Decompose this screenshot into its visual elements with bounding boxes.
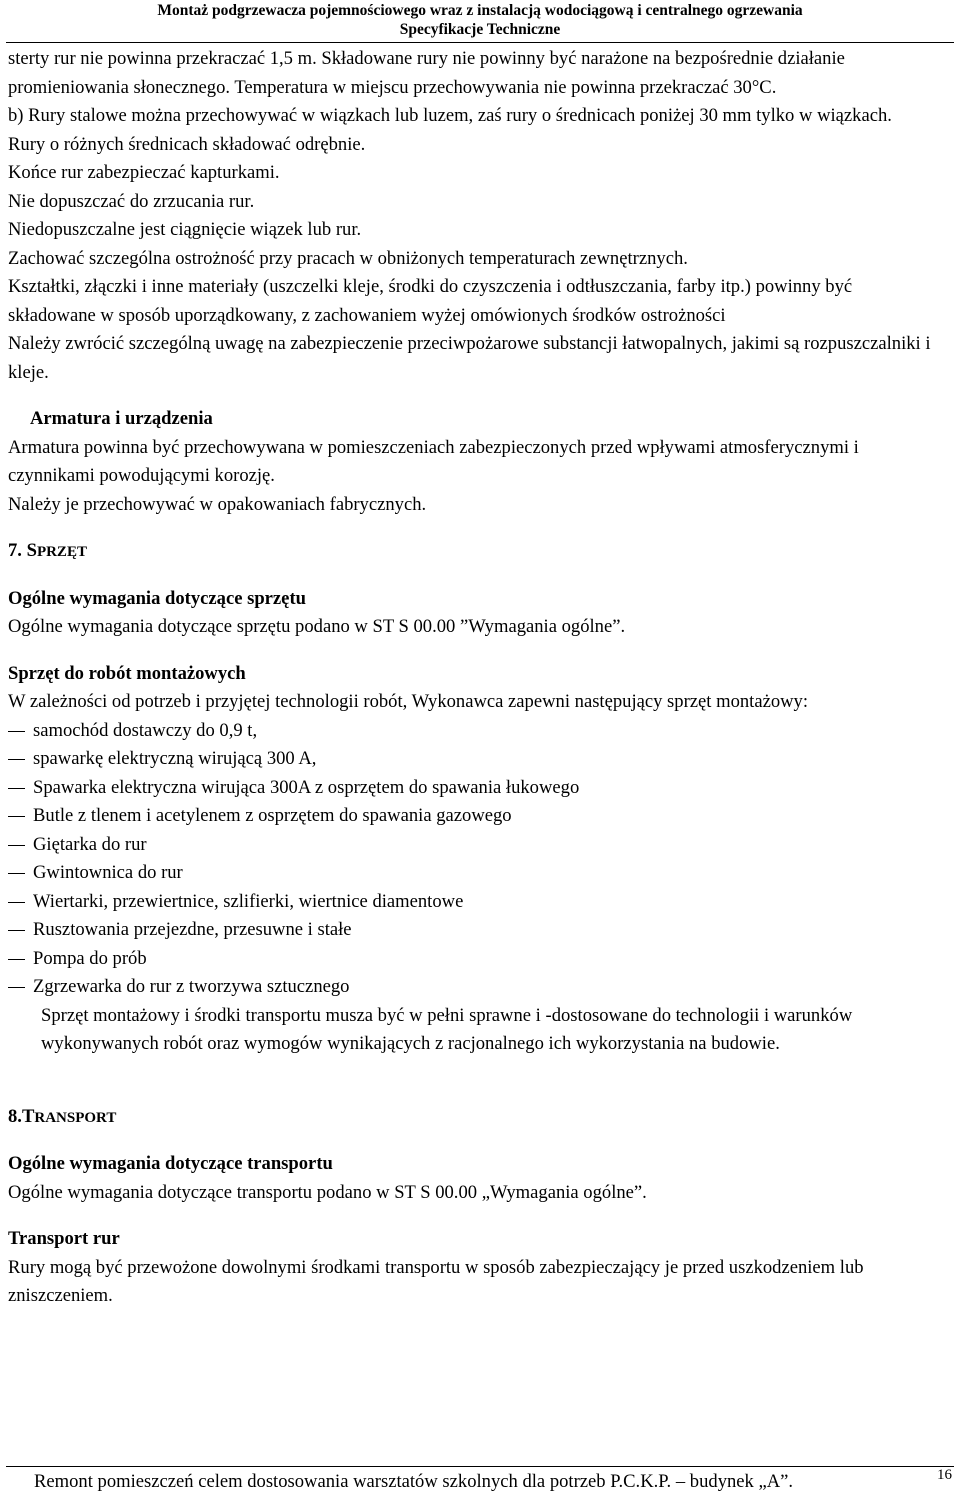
storage-paragraph: sterty rur nie powinna przekraczać 1,5 m. Składowane rury nie powinny być narażone na bezpośrednie działanie promieniowania słonecznego. Temperatura w miejscu przechowywania nie powinna przekraczać 30°C. <box>8 48 845 98</box>
footer-text: Remont pomieszczeń celem dostosowania warsztatów szkolnych dla potrzeb P.C.K.P. – budynek „A”. <box>34 1471 794 1492</box>
page-header <box>0 0 960 46</box>
header-rule <box>6 42 954 43</box>
document-body <box>8 45 942 1311</box>
armatura-heading: Armatura i urządzenia <box>30 408 213 429</box>
transport-rur-text: Rury mogą być przewożone dowolnymi środkami transportu w sposób zabezpieczający je przed uszkodzeniem lub zniszczeniem. <box>8 1256 864 1306</box>
section-8-number: 8.T <box>8 1105 35 1127</box>
sprzet-general-heading: Ogólne wymagania dotyczące sprzętu <box>8 587 306 609</box>
armatura-paragraph: Należy je przechowywać w opakowaniach fabrycznych. <box>8 493 427 515</box>
sprzet-montaz-heading: Sprzęt do robót montażowych <box>8 662 246 684</box>
list-item: Pompa do prób <box>8 945 942 974</box>
section-7-heading <box>8 537 942 567</box>
armatura-paragraph: Armatura powinna być przechowywana w pomieszczeniach zabezpieczonych przed wpływami atmosferycznymi i czynnikami powodującymi korozję. <box>8 436 859 486</box>
list-item: Spawarka elektryczna wirująca 300A z osprzętem do spawania łukowego <box>8 774 942 803</box>
footer-rule <box>6 1466 954 1467</box>
page-footer <box>6 1462 954 1497</box>
list-item: samochód dostawczy do 0,9 t, <box>8 717 942 746</box>
sprzet-montaz-closing: Sprzęt montażowy i środki transportu musza być w pełni sprawne i -dostosowane do technologii i warunków wykonywanych robót oraz wymogów wynikających z racjonalnego ich wykorzystania na budowie. <box>41 1004 853 1054</box>
storage-paragraph: b) Rury stalowe można przechowywać w wiązkach lub luzem, zaś rury o średnicach poniżej 30 mm tylko w wiązkach. <box>8 105 892 126</box>
section-7-title: PRZĘT <box>36 544 87 560</box>
storage-paragraph: Kształtki, złączki i inne materiały (uszczelki kleje, środki do czyszczenia i odtłuszczania, farby itp.) powinny być składowane w sposób uporządkowany, z zachowaniem wyżej omówionych środków ostrożności <box>8 276 853 326</box>
list-item: spawarkę elektryczną wirującą 300 A, <box>8 745 942 774</box>
header-subtitle: Specyfikacje Techniczne <box>399 21 561 38</box>
sprzet-montaz-intro: W zależności od potrzeb i przyjętej technologii robót, Wykonawca zapewni następujący sprzęt montażowy: <box>8 691 809 712</box>
list-item: Rusztowania przejezdne, przesuwne i stałe <box>8 916 942 945</box>
transport-general-heading: Ogólne wymagania dotyczące transportu <box>8 1153 333 1174</box>
section-8-heading <box>8 1103 942 1133</box>
storage-paragraph: Należy zwrócić szczególną uwagę na zabezpieczenie przeciwpożarowe substancji łatwopalnych, jakimi są rozpuszczalniki i kleje. <box>8 333 931 383</box>
equipment-list <box>8 717 942 1002</box>
header-title: Montaż podgrzewacza pojemnościowego wraz z instalacją wodociągową i centralnego ogrzewania <box>157 2 803 19</box>
sprzet-general-text: Ogólne wymagania dotyczące sprzętu podano w ST S 00.00 ”Wymagania ogólne”. <box>8 616 626 637</box>
page-number: 16 <box>937 1467 952 1483</box>
storage-paragraph: Rury o różnych średnicach składować odrębnie. <box>8 133 366 155</box>
list-item: Wiertarki, przewiertnice, szlifierki, wiertnice diamentowe <box>8 888 942 917</box>
section-7-number: 7. S <box>8 540 37 561</box>
storage-paragraph: Niedopuszczalne jest ciągnięcie wiązek lub rur. <box>8 219 362 240</box>
list-item: Butle z tlenem i acetylenem z osprzętem do spawania gazowego <box>8 802 942 831</box>
section-8-title: RANSPORT <box>34 1109 117 1126</box>
list-item: Giętarka do rur <box>8 831 942 860</box>
list-item: Zgrzewarka do rur z tworzywa sztucznego <box>8 973 942 1002</box>
storage-paragraph: Końce rur zabezpieczać kapturkami. <box>8 162 280 183</box>
storage-paragraph: Zachować szczególna ostrożność przy pracach w obniżonych temperaturach zewnętrznych. <box>8 247 688 269</box>
list-item: Gwintownica do rur <box>8 859 942 888</box>
transport-general-text: Ogólne wymagania dotyczące transportu podano w ST S 00.00 „Wymagania ogólne”. <box>8 1181 647 1203</box>
transport-rur-heading: Transport rur <box>8 1228 120 1249</box>
storage-paragraph: Nie dopuszczać do zrzucania rur. <box>8 190 255 212</box>
